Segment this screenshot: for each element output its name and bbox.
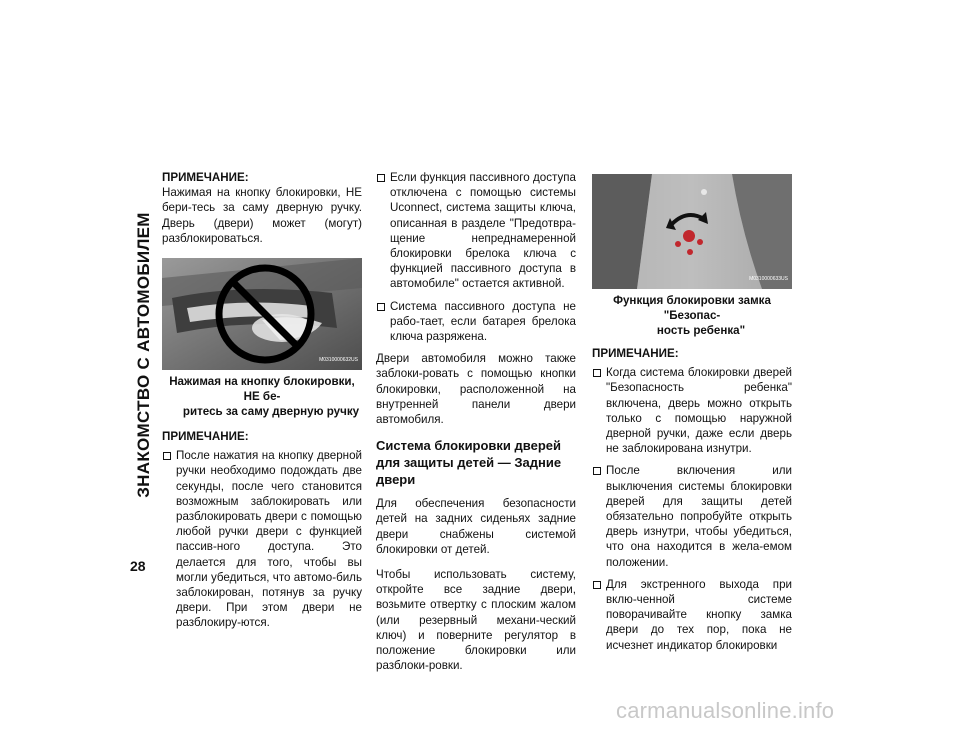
list-item: Система пассивного доступа не рабо-тает, если батарея брелока ключа разряжена. (376, 299, 576, 345)
list-item: После нажатия на кнопку дверной ручки необходимо подождать две секунды, после чего становится возможным заблокировать или разблокировать двери с помощью любой ручки двери с функцией пассив-ного доступа. Это делается для того, чтобы вы могли убедиться, что автомо-биль заблокирован, потянув за ручку двери. При этом двери не разблокиру-ются. (162, 448, 362, 630)
figure-caption: Функция блокировки замка "Безопас- ность ребенка" (613, 294, 771, 337)
checkbox-bullet-icon (593, 467, 601, 475)
paragraph: Для обеспечения безопасности детей на задних сиденьях задние двери снабжены системой блокировки от детей. (376, 497, 576, 556)
column-3 (592, 170, 792, 660)
figure-code: M0310000632US (319, 356, 358, 363)
bullet-list (376, 170, 576, 344)
note-heading: ПРИМЕЧАНИЕ: (592, 347, 679, 360)
note-heading: ПРИМЕЧАНИЕ: (162, 430, 249, 444)
page-number: 28 (130, 558, 146, 574)
figure-door-lock-button (162, 258, 362, 370)
checkbox-bullet-icon (163, 452, 171, 460)
note-heading: ПРИМЕЧАНИЕ: (162, 171, 249, 184)
checkbox-bullet-icon (593, 581, 601, 589)
watermark: carmanualsonline.info (616, 698, 835, 723)
note-text: Нажимая на кнопку блокировки, НЕ бери-тесь за саму дверную ручку. Дверь (двери) может (могут) разблокироваться. (162, 186, 362, 245)
checkbox-bullet-icon (377, 174, 385, 182)
column-2 (376, 170, 576, 673)
side-section-title (128, 160, 160, 550)
column-1 (162, 170, 362, 638)
checkbox-bullet-icon (377, 303, 385, 311)
list-item: Для экстренного выхода при вклю-ченной системе поворачивайте кнопку замка двери до тех пор, пока не исчезнет индикатор блокировки (592, 577, 792, 653)
list-item: После включения или выключения системы блокировки дверей для защиты детей обязательно попробуйте открыть дверь изнутри, чтобы убедиться, что она находится в жела-емом положении. (592, 463, 792, 569)
figure-caption: Нажимая на кнопку блокировки, НЕ бе- ритесь за саму дверную ручку (169, 375, 360, 419)
side-title-text: ЗНАКОМСТВО С АВТОМОБИЛЕМ (134, 212, 154, 498)
note-bullet-list (162, 448, 362, 630)
note-bullet-list (592, 365, 792, 653)
list-item: Если функция пассивного доступа отключена с помощью системы Uconnect, система защиты ключа, описанная в разделе "Предотвра-щение непреднамеренной блокировки брелока ключа с функцией пассивного доступа в автомобиле" остается активной. (376, 170, 576, 292)
paragraph: Чтобы использовать систему, откройте все задние двери, возьмите отвертку с плоским жалом (или резервный механи-ческий ключ) и поверните регулятор в положение блокировки или разблоки-ровки. (376, 568, 576, 673)
figure-code: M0310000633US (749, 275, 788, 282)
paragraph: Двери автомобиля можно также заблоки-ровать с помощью кнопки блокировки, расположенной на внутренней панели двери автомобиля. (376, 352, 576, 427)
list-item: Когда система блокировки дверей "Безопасность ребенка" включена, дверь можно открыть только с помощью наружной дверной ручки, даже если дверь не заблокирована изнутри. (592, 365, 792, 456)
section-heading: Система блокировки дверей для защиты детей — Задние двери (376, 438, 562, 488)
checkbox-bullet-icon (593, 369, 601, 377)
figure-child-lock (592, 174, 792, 289)
